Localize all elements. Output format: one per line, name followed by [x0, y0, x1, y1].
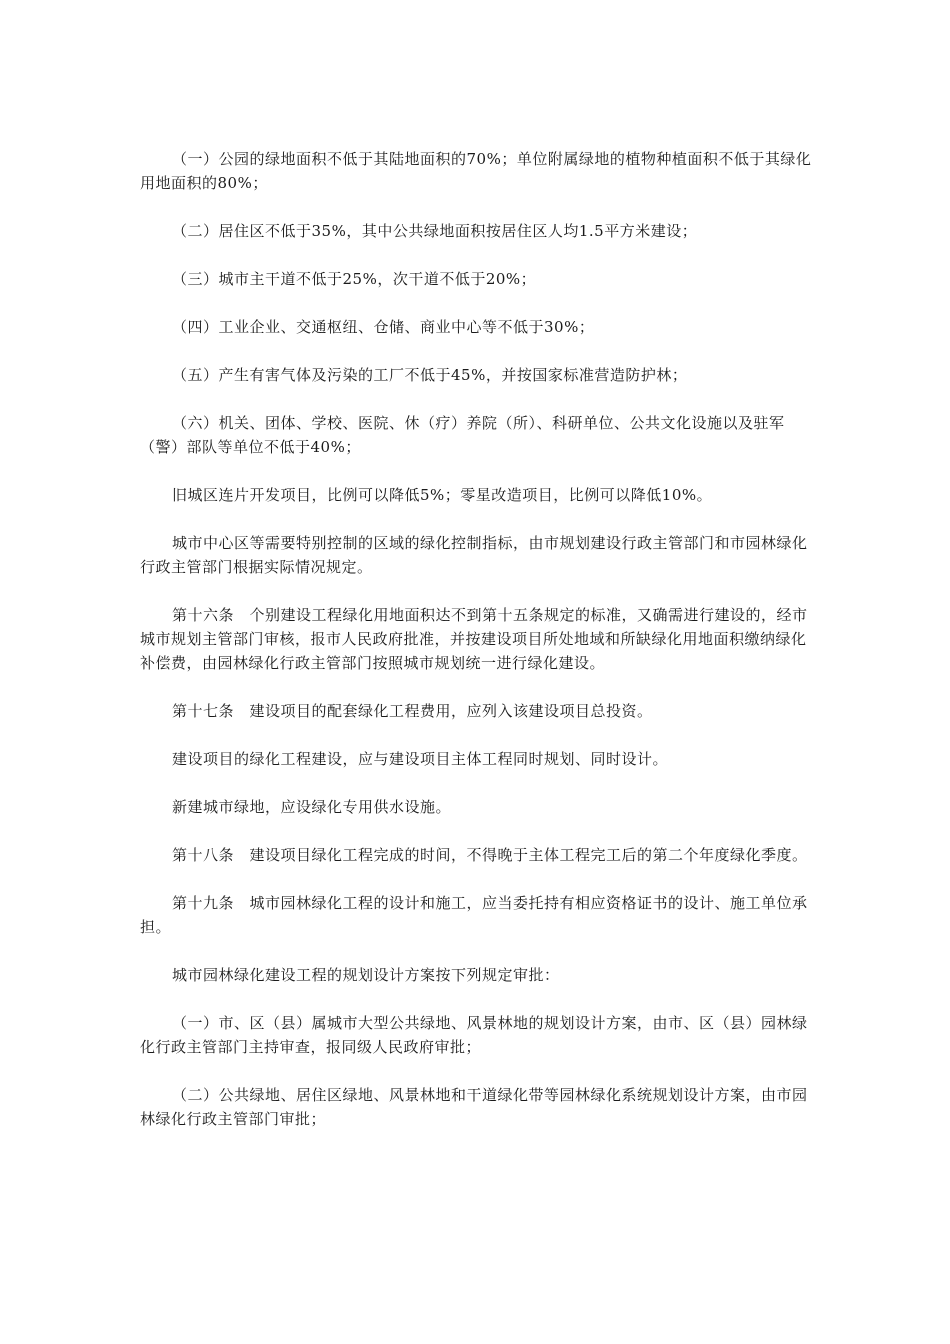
- document-body: [140, 147, 816, 1155]
- paragraph-city-center: 城市中心区等需要特别控制的区域的绿化控制指标，由市规划建设行政主管部门和市园林绿化行政主管部门根据实际情况规定。: [140, 534, 808, 576]
- paragraph-article-19: 第十九条 城市园林绿化工程的设计和施工，应当委托持有相应资格证书的设计、施工单位承担。: [140, 894, 808, 936]
- paragraph-item-3: （三）城市主干道不低于25%，次干道不低于20%；: [172, 270, 537, 288]
- paragraph-water-supply: 新建城市绿地，应设绿化专用供水设施。: [172, 798, 452, 816]
- paragraph-green-construction: 建设项目的绿化工程建设，应与建设项目主体工程同时规划、同时设计。: [172, 750, 669, 768]
- paragraph-item-6: （六）机关、团体、学校、医院、休（疗）养院（所）、科研单位、公共文化设施以及驻军（警）部队等单位不低于40%；: [140, 414, 785, 456]
- paragraph-item-5: （五）产生有害气体及污染的工厂不低于45%，并按国家标准营造防护林；: [172, 366, 688, 384]
- paragraph-approval-item-1: （一）市、区（县）属城市大型公共绿地、风景林地的规划设计方案，由市、区（县）园林绿化行政主管部门主持审查，报同级人民政府审批；: [140, 1014, 808, 1056]
- paragraph-item-2: （二）居住区不低于35%，其中公共绿地面积按居住区人均1.5平方米建设；: [172, 222, 698, 240]
- paragraph-old-city: 旧城区连片开发项目，比例可以降低5%；零星改造项目，比例可以降低10%。: [172, 486, 713, 504]
- paragraph-article-18: 第十八条 建设项目绿化工程完成的时间，不得晚于主体工程完工后的第二个年度绿化季度。: [172, 846, 808, 864]
- paragraph-article-17: 第十七条 建设项目的配套绿化工程费用，应列入该建设项目总投资。: [172, 702, 653, 720]
- paragraph-item-1: （一）公园的绿地面积不低于其陆地面积的70%；单位附属绿地的植物种植面积不低于其绿化用地面积的80%；: [140, 150, 812, 192]
- paragraph-approval-intro: 城市园林绿化建设工程的规划设计方案按下列规定审批：: [172, 966, 560, 984]
- paragraph-article-16: 第十六条 个别建设工程绿化用地面积达不到第十五条规定的标准，又确需进行建设的，经市城市规划主管部门审核，报市人民政府批准，并按建设项目所处地域和所缺绿化用地面积缴纳绿化补偿费，由园林绿化行政主管部门按照城市规划统一进行绿化建设。: [140, 606, 808, 672]
- paragraph-item-4: （四）工业企业、交通枢纽、仓储、商业中心等不低于30%；: [172, 318, 595, 336]
- paragraph-approval-item-2: （二）公共绿地、居住区绿地、风景林地和干道绿化带等园林绿化系统规划设计方案，由市园林绿化行政主管部门审批；: [140, 1086, 808, 1128]
